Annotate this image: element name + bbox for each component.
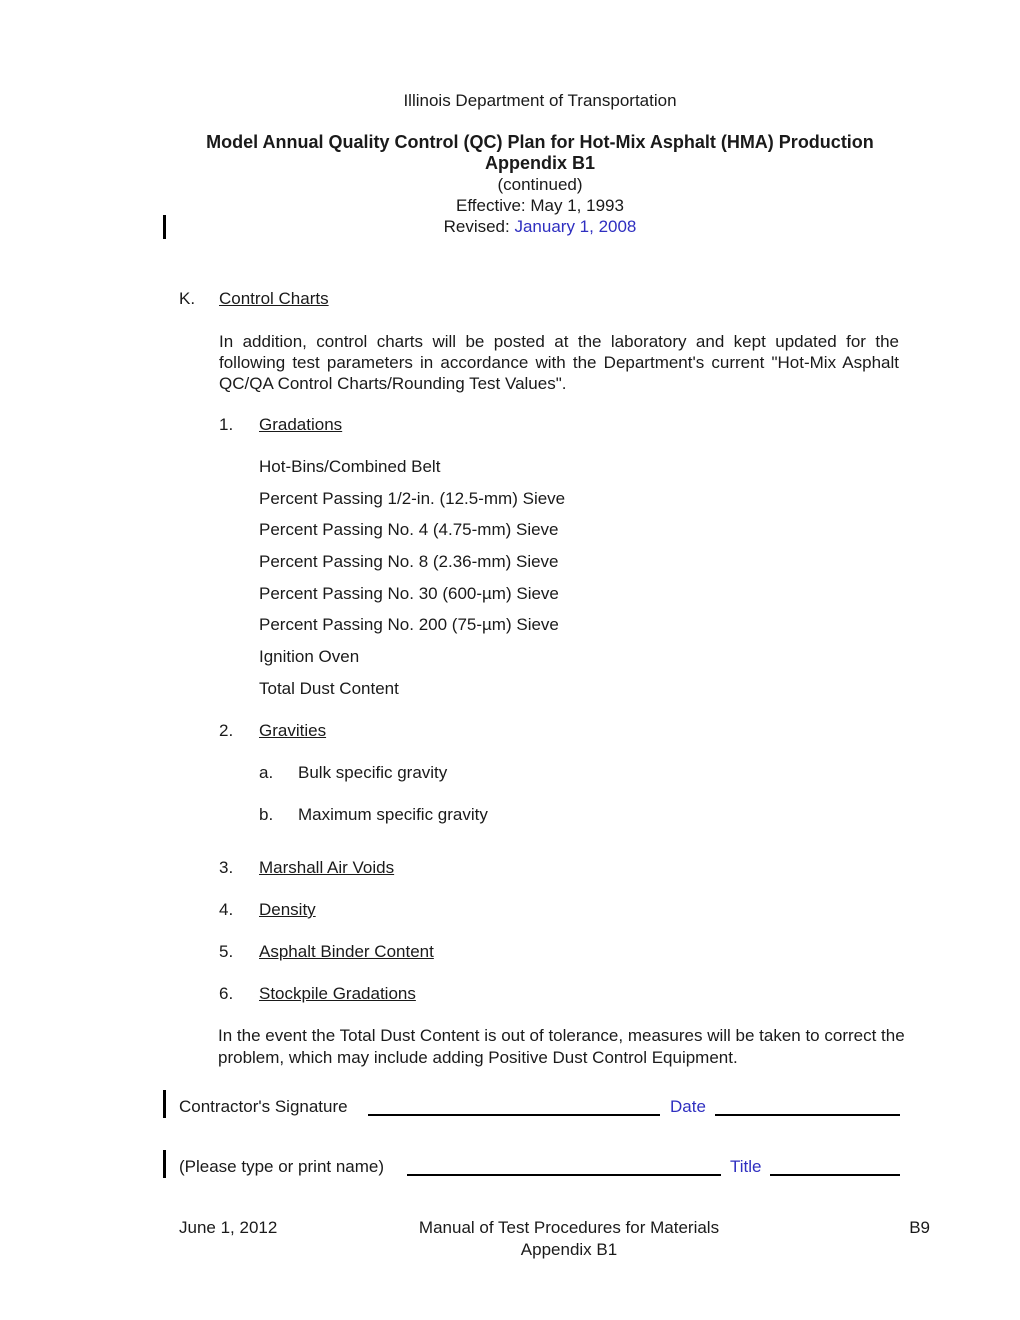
contractor-signature-line[interactable] (368, 1114, 660, 1116)
appendix-title: Appendix B1 (484, 153, 595, 173)
gradation-line: Percent Passing No. 8 (2.36-mm) Sieve (259, 552, 559, 571)
print-name-line[interactable] (407, 1174, 721, 1176)
gradation-line: Percent Passing No. 4 (4.75-mm) Sieve (259, 520, 559, 539)
agency-name: Illinois Department of Transportation (403, 91, 677, 110)
item-number: 4. (219, 900, 234, 919)
density-heading: Density (259, 900, 316, 919)
gradation-line: Ignition Oven (259, 647, 360, 666)
contractor-signature-label: Contractor's Signature (179, 1097, 348, 1116)
title-line[interactable] (770, 1174, 900, 1176)
section-title: Control Charts (219, 289, 329, 308)
section-intro: In addition, control charts will be posted at the laboratory and kept updated for the following test parameters in accordance with the Department's current "Hot-Mix Asphalt QC/QA Control Charts/Rounding Test Values". (219, 332, 899, 393)
item-number: 1. (219, 415, 234, 434)
footer-date: June 1, 2012 (179, 1218, 278, 1237)
gradation-line: Total Dust Content (259, 679, 399, 698)
revised-line (0, 217, 1020, 237)
continued-note: (continued) (497, 175, 583, 194)
effective-date: Effective: May 1, 1993 (456, 196, 624, 215)
item-number: 2. (219, 721, 234, 740)
gradation-line: Percent Passing No. 200 (75-µm) Sieve (259, 615, 559, 634)
binder-heading: Asphalt Binder Content (259, 942, 434, 961)
item-number: 5. (219, 942, 234, 961)
revision-bar (163, 1150, 166, 1178)
revision-bar (163, 1090, 166, 1118)
closing-paragraph: In the event the Total Dust Content is out of tolerance, measures will be taken to correct the problem, which may include adding Positive Dust Control Equipment. (218, 1026, 905, 1067)
title-label: Title (730, 1157, 762, 1176)
print-name-label: (Please type or print name) (179, 1157, 385, 1176)
item-number: 3. (219, 858, 234, 877)
sub-item-text: Bulk specific gravity (298, 763, 448, 782)
section-letter: K. (179, 289, 196, 308)
stockpile-heading: Stockpile Gradations (259, 984, 416, 1003)
gradation-line: Percent Passing No. 30 (600-µm) Sieve (259, 584, 559, 603)
date-label: Date (670, 1097, 706, 1116)
sub-item-text: Maximum specific gravity (298, 805, 488, 824)
gradation-line: Hot-Bins/Combined Belt (259, 457, 441, 476)
revised-label: Revised: (443, 217, 510, 236)
item-number: 6. (219, 984, 234, 1003)
gradations-heading: Gradations (259, 415, 343, 434)
sub-item-letter: a. (259, 763, 274, 782)
date-line[interactable] (715, 1114, 900, 1116)
revised-date: January 1, 2008 (514, 217, 637, 236)
sub-item-letter: b. (259, 805, 274, 824)
page-number: B9 (909, 1218, 930, 1237)
footer-manual: Manual of Test Procedures for Materials (418, 1218, 720, 1237)
document-title: Model Annual Quality Control (QC) Plan for Hot-Mix Asphalt (HMA) Production (206, 132, 874, 152)
footer-appendix: Appendix B1 (520, 1240, 618, 1259)
gradation-line: Percent Passing 1/2-in. (12.5-mm) Sieve (259, 489, 566, 508)
gravities-heading: Gravities (259, 721, 327, 740)
marshall-heading: Marshall Air Voids (259, 858, 395, 877)
